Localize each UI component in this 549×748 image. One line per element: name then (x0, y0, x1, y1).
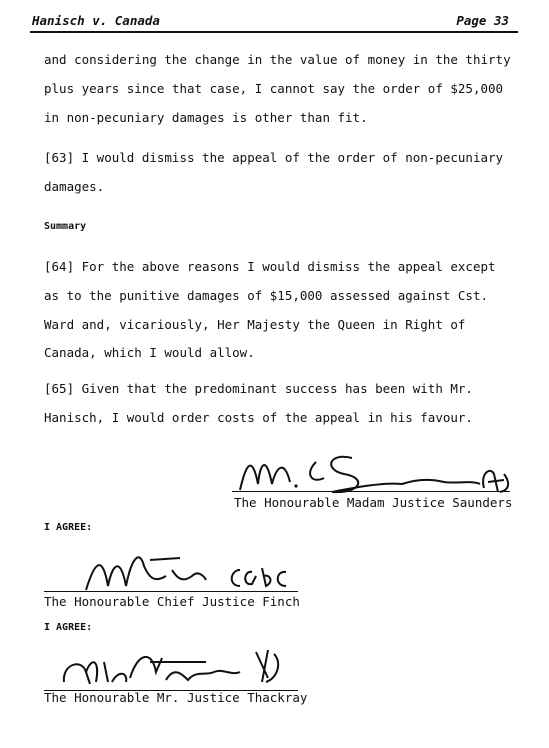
signature-caption: The Honourable Mr. Justice Thackray (44, 690, 308, 705)
section-heading-summary: Summary (44, 221, 87, 232)
page-number: Page 33 (456, 13, 509, 28)
signature-line (232, 491, 510, 492)
body-line: [63] I would dismiss the appeal of the order of non-pecuniary (44, 150, 504, 165)
body-line: plus years since that case, I cannot say the order of $25,000 (44, 81, 504, 96)
signature-thackray (56, 642, 296, 696)
body-line: Hanisch, I would order costs of the appeal in his favour. (44, 410, 473, 425)
body-line: in non-pecuniary damages is other than fit. (44, 110, 368, 125)
header-rule (30, 31, 518, 33)
signature-caption: The Honourable Chief Justice Finch (44, 594, 300, 609)
body-line: as to the punitive damages of $15,000 assessed against Cst. (44, 288, 489, 303)
signature-line (44, 591, 298, 592)
body-line: and considering the change in the value of money in the thirty (44, 52, 511, 67)
agree-label: I AGREE: (44, 522, 93, 533)
body-line: [65] Given that the predominant success has been with Mr. (44, 381, 473, 396)
case-title: Hanisch v. Canada (32, 13, 160, 28)
agree-label: I AGREE: (44, 622, 93, 633)
body-line: damages. (44, 179, 105, 194)
body-line: Ward and, vicariously, Her Majesty the Queen in Right of (44, 317, 466, 332)
body-line: Canada, which I would allow. (44, 345, 255, 360)
signature-caption: The Honourable Madam Justice Saunders (234, 495, 513, 510)
body-line: [64] For the above reasons I would dismiss the appeal except (44, 259, 496, 274)
